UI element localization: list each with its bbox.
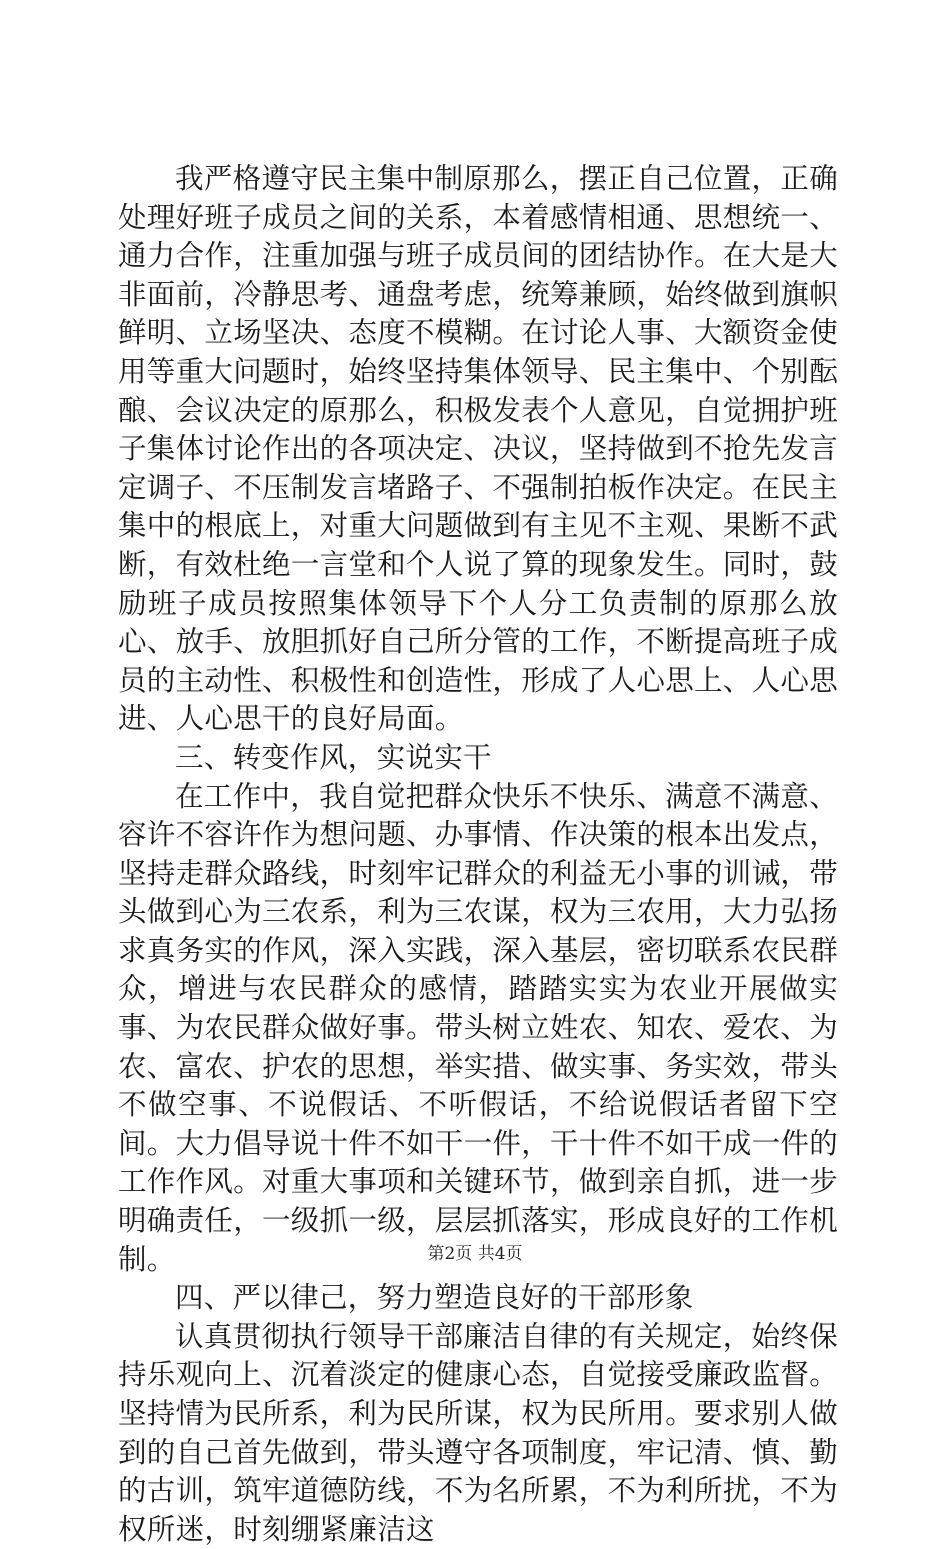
page-number-footer: 第2页 共4页	[427, 1244, 523, 1264]
paragraph-work-style: 在工作中，我自觉把群众快乐不快乐、满意不满意、容许不容许作为想问题、办事情、作决策的根本出发点，坚持走群众路线，时刻牢记群众的利益无小事的训诫，带头做到心为三农系，利为三农谋，权为三农用，大力弘扬求真务实的作风，深入实践，深入基层，密切联系农民群众，增进与农民群众的感情，踏踏实实为农业开展做实事、为农民群众做好事。带头树立姓农、知农、爱农、为农、富农、护农的思想，举实措、做实事、务实效，带头不做空事、不说假话、不听假话，不给说假话者留下空间。大力倡导说十件不如干一件，干十件不如干成一件的工作作风。对重大事项和关键环节，做到亲自抓，进一步明确责任，一级抓一级，层层抓落实，形成良好的工作机制。	[118, 779, 839, 1276]
paragraph-self-discipline: 认真贯彻执行领导干部廉洁自律的有关规定，始终保持乐观向上、沉着淡定的健康心态，自觉接受廉政监督。坚持情为民所系，利为民所谋，权为民所用。要求别人做到的自己首先做到，带头遵守各项制度，牢记清、慎、勤的古训，筑牢道德防线，不为名所累，不为利所扰，不为权所迷，时刻绷紧廉洁这	[118, 1319, 839, 1546]
paragraph-democratic-centralism: 我严格遵守民主集中制原那么，摆正自己位置，正确处理好班子成员之间的关系，本着感情相通、思想统一、通力合作，注重加强与班子成员间的团结协作。在大是大非面前，冷静思考、通盘考虑，统筹兼顾，始终做到旗帜鲜明、立场坚决、态度不模糊。在讨论人事、大额资金使用等重大问题时，始终坚持集体领导、民主集中、个别酝酿、会议决定的原那么，积极发表个人意见，自觉拥护班子集体讨论作出的各项决定、决议，坚持做到不抢先发言定调子、不压制发言堵路子、不强制拍板作决定。在民主集中的根底上，对重大问题做到有主见不主观、果断不武断，有效杜绝一言堂和个人说了算的现象发生。同时，鼓励班子成员按照集体领导下个人分工负责制的原那么放心、放手、放胆抓好自己所分管的工作，不断提高班子成员的主动性、积极性和创造性，形成了人心思上、人心思进、人心思干的良好局面。	[118, 162, 839, 736]
section-heading-4: 四、严以律己，努力塑造良好的干部形象	[175, 1281, 694, 1315]
document-body	[118, 160, 838, 1549]
section-heading-3: 三、转变作风，实说实干	[175, 740, 492, 774]
